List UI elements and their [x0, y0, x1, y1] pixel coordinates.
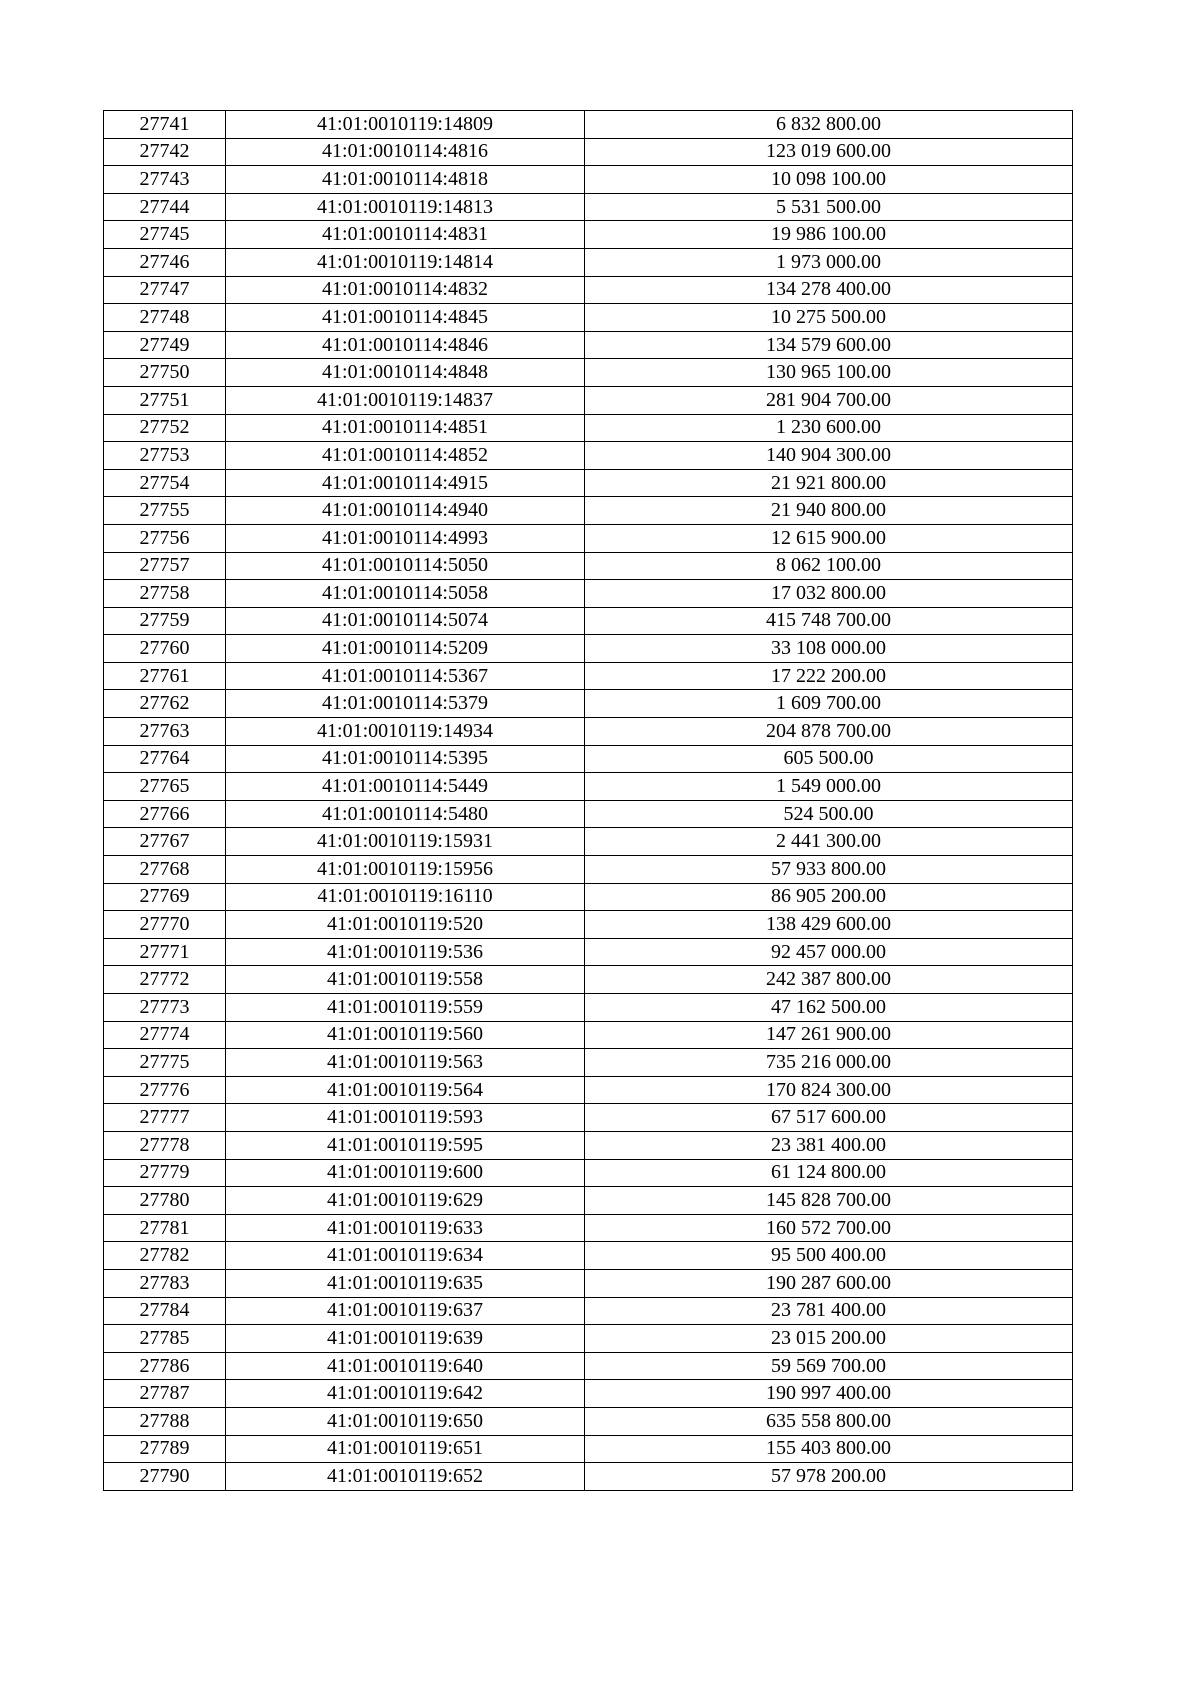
cadastral-number-cell: 41:01:0010119:14813	[226, 193, 585, 221]
cadastral-value-cell: 33 108 000.00	[585, 635, 1073, 663]
cadastral-value-cell: 170 824 300.00	[585, 1076, 1073, 1104]
cadastral-number-cell: 41:01:0010114:4832	[226, 276, 585, 304]
table-row	[104, 166, 1073, 194]
cadastral-value-cell: 524 500.00	[585, 800, 1073, 828]
cadastral-value-cell: 5 531 500.00	[585, 193, 1073, 221]
cadastral-value-cell: 415 748 700.00	[585, 607, 1073, 635]
cadastral-number-cell: 41:01:0010119:564	[226, 1076, 585, 1104]
row-number-cell: 27769	[104, 883, 226, 911]
cadastral-number-cell: 41:01:0010119:559	[226, 994, 585, 1022]
cadastral-value-cell: 67 517 600.00	[585, 1104, 1073, 1132]
cadastral-value-cell: 134 278 400.00	[585, 276, 1073, 304]
row-number-cell: 27756	[104, 524, 226, 552]
table-row	[104, 1269, 1073, 1297]
cadastral-value-cell: 12 615 900.00	[585, 524, 1073, 552]
table-row	[104, 524, 1073, 552]
cadastral-value-cell: 1 549 000.00	[585, 773, 1073, 801]
cadastral-value-cell: 10 098 100.00	[585, 166, 1073, 194]
cadastral-value-cell: 57 978 200.00	[585, 1463, 1073, 1491]
row-number-cell: 27747	[104, 276, 226, 304]
row-number-cell: 27757	[104, 552, 226, 580]
table-row	[104, 966, 1073, 994]
row-number-cell: 27770	[104, 911, 226, 939]
table-row	[104, 1159, 1073, 1187]
row-number-cell: 27776	[104, 1076, 226, 1104]
cadastral-number-cell: 41:01:0010114:4816	[226, 138, 585, 166]
cadastral-number-cell: 41:01:0010119:633	[226, 1214, 585, 1242]
cadastral-value-cell: 19 986 100.00	[585, 221, 1073, 249]
table-row	[104, 1407, 1073, 1435]
cadastral-number-cell: 41:01:0010119:640	[226, 1352, 585, 1380]
cadastral-number-cell: 41:01:0010114:4818	[226, 166, 585, 194]
table-row	[104, 1187, 1073, 1215]
cadastral-number-cell: 41:01:0010119:637	[226, 1297, 585, 1325]
cadastral-value-cell: 123 019 600.00	[585, 138, 1073, 166]
cadastral-value-cell: 23 015 200.00	[585, 1325, 1073, 1353]
cadastral-value-cell: 155 403 800.00	[585, 1435, 1073, 1463]
row-number-cell: 27781	[104, 1214, 226, 1242]
table-row	[104, 469, 1073, 497]
row-number-cell: 27780	[104, 1187, 226, 1215]
row-number-cell: 27782	[104, 1242, 226, 1270]
row-number-cell: 27788	[104, 1407, 226, 1435]
cadastral-value-cell: 134 579 600.00	[585, 331, 1073, 359]
row-number-cell: 27763	[104, 718, 226, 746]
cadastral-value-cell: 190 997 400.00	[585, 1380, 1073, 1408]
row-number-cell: 27748	[104, 304, 226, 332]
cadastral-value-cell: 1 609 700.00	[585, 690, 1073, 718]
cadastral-number-cell: 41:01:0010114:4831	[226, 221, 585, 249]
cadastral-value-cell: 140 904 300.00	[585, 442, 1073, 470]
table-row	[104, 828, 1073, 856]
cadastral-value-cell: 1 973 000.00	[585, 248, 1073, 276]
cadastral-number-cell: 41:01:0010114:5379	[226, 690, 585, 718]
row-number-cell: 27758	[104, 580, 226, 608]
cadastral-value-table	[103, 110, 1073, 1491]
row-number-cell: 27746	[104, 248, 226, 276]
table-row	[104, 856, 1073, 884]
table-row	[104, 1131, 1073, 1159]
row-number-cell: 27755	[104, 497, 226, 525]
cadastral-number-cell: 41:01:0010119:563	[226, 1049, 585, 1077]
table-row	[104, 718, 1073, 746]
table-row	[104, 359, 1073, 387]
table-row	[104, 1463, 1073, 1491]
cadastral-value-cell: 145 828 700.00	[585, 1187, 1073, 1215]
table-row	[104, 938, 1073, 966]
row-number-cell: 27744	[104, 193, 226, 221]
cadastral-number-cell: 41:01:0010119:16110	[226, 883, 585, 911]
cadastral-value-cell: 635 558 800.00	[585, 1407, 1073, 1435]
cadastral-number-cell: 41:01:0010114:5367	[226, 662, 585, 690]
cadastral-value-cell: 605 500.00	[585, 745, 1073, 773]
cadastral-number-cell: 41:01:0010114:4846	[226, 331, 585, 359]
cadastral-value-cell: 61 124 800.00	[585, 1159, 1073, 1187]
row-number-cell: 27760	[104, 635, 226, 663]
cadastral-value-cell: 735 216 000.00	[585, 1049, 1073, 1077]
table-row	[104, 662, 1073, 690]
row-number-cell: 27777	[104, 1104, 226, 1132]
table-row	[104, 442, 1073, 470]
row-number-cell: 27766	[104, 800, 226, 828]
table-row	[104, 276, 1073, 304]
cadastral-number-cell: 41:01:0010114:4848	[226, 359, 585, 387]
cadastral-number-cell: 41:01:0010119:629	[226, 1187, 585, 1215]
table-row	[104, 1297, 1073, 1325]
cadastral-number-cell: 41:01:0010114:4845	[226, 304, 585, 332]
cadastral-number-cell: 41:01:0010119:651	[226, 1435, 585, 1463]
cadastral-value-cell: 204 878 700.00	[585, 718, 1073, 746]
cadastral-value-cell: 190 287 600.00	[585, 1269, 1073, 1297]
table-row	[104, 690, 1073, 718]
cadastral-number-cell: 41:01:0010119:600	[226, 1159, 585, 1187]
table-row	[104, 1104, 1073, 1132]
cadastral-number-cell: 41:01:0010119:652	[226, 1463, 585, 1491]
table-row	[104, 331, 1073, 359]
row-number-cell: 27779	[104, 1159, 226, 1187]
row-number-cell: 27759	[104, 607, 226, 635]
row-number-cell: 27761	[104, 662, 226, 690]
table-body	[104, 111, 1073, 1491]
cadastral-number-cell: 41:01:0010119:536	[226, 938, 585, 966]
cadastral-number-cell: 41:01:0010114:5058	[226, 580, 585, 608]
row-number-cell: 27765	[104, 773, 226, 801]
row-number-cell: 27749	[104, 331, 226, 359]
table-row	[104, 497, 1073, 525]
row-number-cell: 27778	[104, 1131, 226, 1159]
table-row	[104, 994, 1073, 1022]
cadastral-value-cell: 57 933 800.00	[585, 856, 1073, 884]
cadastral-value-cell: 23 781 400.00	[585, 1297, 1073, 1325]
table-row	[104, 911, 1073, 939]
cadastral-value-cell: 2 441 300.00	[585, 828, 1073, 856]
table-row	[104, 248, 1073, 276]
cadastral-value-cell: 160 572 700.00	[585, 1214, 1073, 1242]
row-number-cell: 27741	[104, 111, 226, 139]
table-row	[104, 773, 1073, 801]
cadastral-number-cell: 41:01:0010114:5074	[226, 607, 585, 635]
cadastral-number-cell: 41:01:0010114:5449	[226, 773, 585, 801]
cadastral-value-cell: 138 429 600.00	[585, 911, 1073, 939]
row-number-cell: 27783	[104, 1269, 226, 1297]
row-number-cell: 27790	[104, 1463, 226, 1491]
row-number-cell: 27745	[104, 221, 226, 249]
row-number-cell: 27775	[104, 1049, 226, 1077]
row-number-cell: 27785	[104, 1325, 226, 1353]
row-number-cell: 27764	[104, 745, 226, 773]
cadastral-value-cell: 95 500 400.00	[585, 1242, 1073, 1270]
row-number-cell: 27789	[104, 1435, 226, 1463]
table-row	[104, 138, 1073, 166]
cadastral-value-cell: 8 062 100.00	[585, 552, 1073, 580]
row-number-cell: 27743	[104, 166, 226, 194]
cadastral-number-cell: 41:01:0010119:14837	[226, 386, 585, 414]
cadastral-number-cell: 41:01:0010119:639	[226, 1325, 585, 1353]
cadastral-number-cell: 41:01:0010119:558	[226, 966, 585, 994]
row-number-cell: 27774	[104, 1021, 226, 1049]
row-number-cell: 27767	[104, 828, 226, 856]
table-row	[104, 580, 1073, 608]
table-row	[104, 193, 1073, 221]
cadastral-number-cell: 41:01:0010119:14934	[226, 718, 585, 746]
cadastral-value-cell: 17 032 800.00	[585, 580, 1073, 608]
table-row	[104, 1435, 1073, 1463]
cadastral-number-cell: 41:01:0010114:4852	[226, 442, 585, 470]
row-number-cell: 27752	[104, 414, 226, 442]
table-row	[104, 745, 1073, 773]
cadastral-value-cell: 242 387 800.00	[585, 966, 1073, 994]
cadastral-number-cell: 41:01:0010119:642	[226, 1380, 585, 1408]
table-row	[104, 221, 1073, 249]
cadastral-value-cell: 21 940 800.00	[585, 497, 1073, 525]
row-number-cell: 27762	[104, 690, 226, 718]
row-number-cell: 27772	[104, 966, 226, 994]
cadastral-number-cell: 41:01:0010119:520	[226, 911, 585, 939]
table-row	[104, 552, 1073, 580]
cadastral-number-cell: 41:01:0010114:4915	[226, 469, 585, 497]
cadastral-number-cell: 41:01:0010114:5480	[226, 800, 585, 828]
row-number-cell: 27751	[104, 386, 226, 414]
table-row	[104, 883, 1073, 911]
table-row	[104, 1325, 1073, 1353]
cadastral-number-cell: 41:01:0010114:5050	[226, 552, 585, 580]
cadastral-value-cell: 23 381 400.00	[585, 1131, 1073, 1159]
table-row	[104, 635, 1073, 663]
cadastral-value-cell: 1 230 600.00	[585, 414, 1073, 442]
row-number-cell: 27742	[104, 138, 226, 166]
table-row	[104, 607, 1073, 635]
cadastral-number-cell: 41:01:0010119:14814	[226, 248, 585, 276]
table-row	[104, 1049, 1073, 1077]
cadastral-number-cell: 41:01:0010119:634	[226, 1242, 585, 1270]
cadastral-value-cell: 92 457 000.00	[585, 938, 1073, 966]
cadastral-number-cell: 41:01:0010119:15956	[226, 856, 585, 884]
cadastral-value-cell: 59 569 700.00	[585, 1352, 1073, 1380]
cadastral-value-cell: 281 904 700.00	[585, 386, 1073, 414]
table-row	[104, 1380, 1073, 1408]
cadastral-value-cell: 86 905 200.00	[585, 883, 1073, 911]
row-number-cell: 27784	[104, 1297, 226, 1325]
table-row	[104, 386, 1073, 414]
cadastral-value-cell: 10 275 500.00	[585, 304, 1073, 332]
table-row	[104, 1076, 1073, 1104]
cadastral-number-cell: 41:01:0010114:4851	[226, 414, 585, 442]
cadastral-number-cell: 41:01:0010114:5395	[226, 745, 585, 773]
row-number-cell: 27786	[104, 1352, 226, 1380]
table-row	[104, 304, 1073, 332]
cadastral-number-cell: 41:01:0010119:560	[226, 1021, 585, 1049]
row-number-cell: 27768	[104, 856, 226, 884]
table-row	[104, 111, 1073, 139]
row-number-cell: 27771	[104, 938, 226, 966]
cadastral-number-cell: 41:01:0010119:650	[226, 1407, 585, 1435]
cadastral-number-cell: 41:01:0010114:4940	[226, 497, 585, 525]
cadastral-number-cell: 41:01:0010119:595	[226, 1131, 585, 1159]
row-number-cell: 27750	[104, 359, 226, 387]
cadastral-number-cell: 41:01:0010114:4993	[226, 524, 585, 552]
cadastral-number-cell: 41:01:0010119:15931	[226, 828, 585, 856]
table-row	[104, 1352, 1073, 1380]
table-row	[104, 414, 1073, 442]
row-number-cell: 27753	[104, 442, 226, 470]
cadastral-value-cell: 21 921 800.00	[585, 469, 1073, 497]
row-number-cell: 27754	[104, 469, 226, 497]
row-number-cell: 27787	[104, 1380, 226, 1408]
table-row	[104, 1214, 1073, 1242]
cadastral-value-cell: 6 832 800.00	[585, 111, 1073, 139]
table-row	[104, 800, 1073, 828]
cadastral-value-cell: 47 162 500.00	[585, 994, 1073, 1022]
cadastral-number-cell: 41:01:0010119:14809	[226, 111, 585, 139]
cadastral-value-cell: 17 222 200.00	[585, 662, 1073, 690]
cadastral-value-cell: 147 261 900.00	[585, 1021, 1073, 1049]
cadastral-value-cell: 130 965 100.00	[585, 359, 1073, 387]
row-number-cell: 27773	[104, 994, 226, 1022]
table-row	[104, 1242, 1073, 1270]
cadastral-number-cell: 41:01:0010119:593	[226, 1104, 585, 1132]
cadastral-number-cell: 41:01:0010119:635	[226, 1269, 585, 1297]
table-row	[104, 1021, 1073, 1049]
cadastral-number-cell: 41:01:0010114:5209	[226, 635, 585, 663]
